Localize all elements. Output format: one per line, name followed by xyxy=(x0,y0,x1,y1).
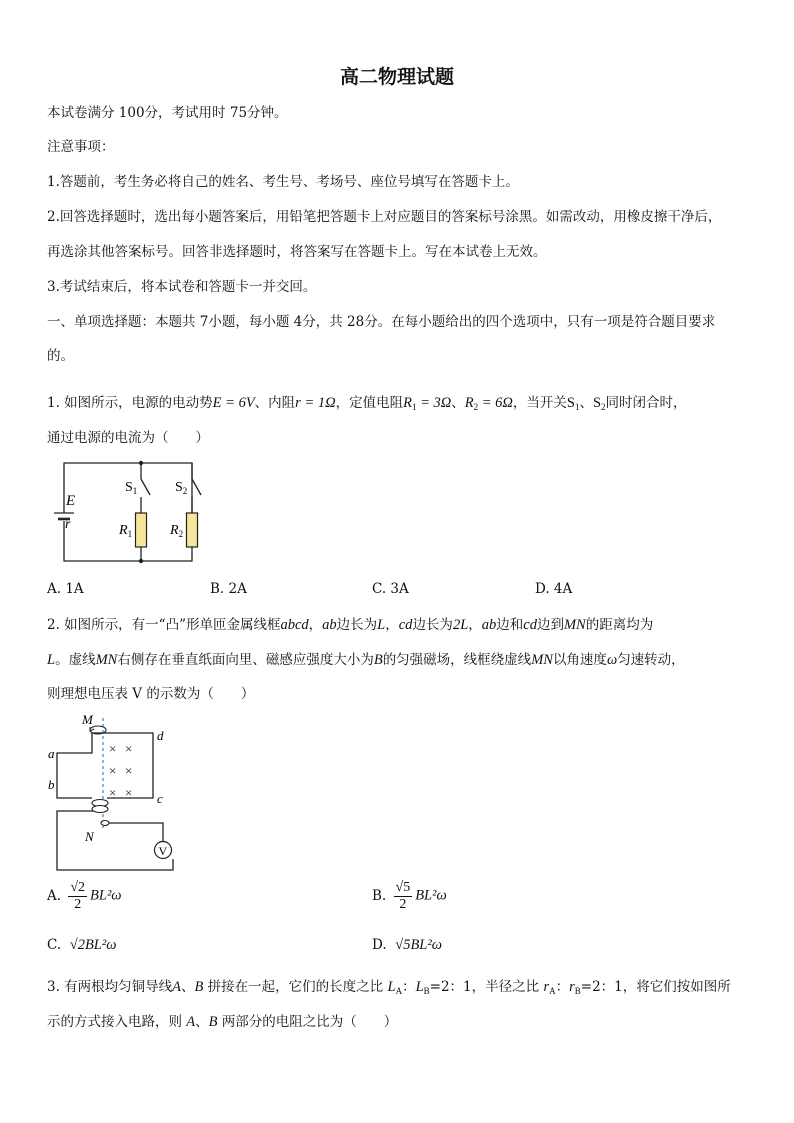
q3-text: 两部分的电阻之比为（ ） xyxy=(217,1014,398,1030)
q1-internal-resistance: r = 1Ω xyxy=(295,395,336,411)
q1-fig-label-r2 xyxy=(169,523,183,539)
q3-text: 3. 有两根均匀铜导线 xyxy=(47,979,173,995)
notice-item-1: 1.答题前，考生务必将自己的姓名、考生号、考场号、座位号填写在答题卡上。 xyxy=(47,174,519,190)
q1-text: 、内阻 xyxy=(254,395,296,411)
notice-heading: 注意事项： xyxy=(47,139,115,155)
q2-text: ， xyxy=(468,617,482,633)
q3-text: =2：1，半径之比 xyxy=(429,979,544,995)
q2-side-cd: cd xyxy=(398,617,413,633)
expression: √2BL²ω xyxy=(69,937,117,953)
q3-wire-b: B xyxy=(208,1014,218,1030)
q2-text: 边和 xyxy=(496,617,524,633)
q1-text: 、 xyxy=(451,395,465,411)
symbol: r xyxy=(569,979,575,995)
denominator: 2 xyxy=(399,897,407,913)
q1-stem-line2: 通过电源的电流为（ ） xyxy=(47,430,209,446)
q2-stem-line3: 则理想电压表 V 的示数为（ ） xyxy=(47,686,255,702)
q2-text: 以角速度 xyxy=(552,652,607,668)
symbol: R xyxy=(403,395,412,411)
q1-emf: E = 6V xyxy=(212,395,255,411)
notice-item-2-line2: 再选涂其他答案标号。回答非选择题时，将答案写在答题卡上。写在本试卷上无效。 xyxy=(47,244,547,260)
option-label: C. xyxy=(47,937,62,953)
subscript: 2 xyxy=(473,402,479,412)
q2-text: 。虚线 xyxy=(55,652,96,668)
fraction xyxy=(394,880,413,913)
subscript: 1 xyxy=(127,529,133,539)
q2-text: 的匀强磁场，线框绕虚线 xyxy=(382,652,532,668)
symbol: L xyxy=(387,979,396,995)
q2-fig-label-m: M xyxy=(82,712,93,727)
q1-circuit-diagram xyxy=(40,455,210,570)
subscript: A xyxy=(549,986,556,996)
symbol: R xyxy=(170,523,179,538)
q1-text: 、 xyxy=(579,395,593,411)
q3-length-a xyxy=(387,979,402,995)
q1-option-c: C. 3A xyxy=(372,581,409,597)
q2-text: ， xyxy=(385,617,399,633)
q2-text: 右侧存在垂直纸面向里、磁感应强度大小为 xyxy=(117,652,374,668)
q3-wire-b: B xyxy=(194,979,204,995)
expression: BL²ω xyxy=(415,887,447,904)
field-cross-icon: × xyxy=(125,763,133,778)
q2-option-b xyxy=(372,880,447,913)
q2-text: 匀速转动， xyxy=(617,652,685,668)
symbol: S xyxy=(125,480,133,495)
value: = 3Ω xyxy=(416,395,452,411)
q2-option-c xyxy=(47,938,116,953)
symbol: R xyxy=(119,523,128,538)
q2-length-l: L xyxy=(47,652,56,668)
symbol: L xyxy=(415,979,424,995)
q1-fig-label-s2 xyxy=(175,480,187,496)
q3-text: ： xyxy=(402,979,416,995)
subscript: 1 xyxy=(574,402,580,412)
q1-fig-label-s1 xyxy=(125,480,137,496)
field-cross-icon: × xyxy=(125,785,133,800)
q2-text: 边长为 xyxy=(336,617,378,633)
q2-stem-line2 xyxy=(47,653,685,668)
q2-fig-label-n: N xyxy=(85,829,94,844)
q3-wire-a: A xyxy=(186,1014,196,1030)
q2-option-a xyxy=(47,880,122,913)
q1-stem-line1 xyxy=(47,396,687,412)
q3-stem-line2 xyxy=(47,1015,397,1030)
q2-stem-line1 xyxy=(47,618,653,633)
q2-side-ab: ab xyxy=(322,617,337,633)
q1-s1 xyxy=(567,395,580,411)
q3-text: 拼接在一起，它们的长度之比 xyxy=(203,979,388,995)
q2-omega: ω xyxy=(606,652,618,668)
subscript: 2 xyxy=(601,402,606,412)
q1-text: 1. 如图所示，电源的电动势 xyxy=(47,395,213,411)
q3-length-b xyxy=(416,979,430,995)
q3-stem-line1 xyxy=(47,980,731,996)
subscript: 1 xyxy=(132,486,138,496)
q2-text: 的距离均为 xyxy=(585,617,654,633)
exam-intro: 本试卷满分 100分，考试用时 75分钟。 xyxy=(47,105,288,121)
q1-text: ，当开关 xyxy=(512,395,567,411)
q1-r2 xyxy=(465,395,513,411)
q3-text: 、 xyxy=(195,1014,209,1030)
subscript: A xyxy=(395,986,403,996)
q1-resistor-r2 xyxy=(187,513,198,547)
section-heading-line1: 一、单项选择题：本题共 7小题，每小题 4分，共 28分。在每小题给出的四个选项中，只有一项是符合题目要求 xyxy=(47,314,716,330)
symbol: r xyxy=(543,979,550,995)
q1-fig-label-r1 xyxy=(118,523,132,539)
q2-text: 边到 xyxy=(536,617,564,633)
subscript: B xyxy=(574,986,581,996)
subscript: 2 xyxy=(178,529,184,539)
numerator: √2 xyxy=(68,880,87,897)
q3-text: =2：1，将它们按如图所 xyxy=(580,979,731,995)
q2-fig-label-c: c xyxy=(157,791,163,806)
q2-fig-label-d: d xyxy=(157,728,164,743)
option-label: B. xyxy=(372,887,387,904)
q3-text: ： xyxy=(555,979,570,995)
notice-item-2-line1: 2.回答选择题时，选出每小题答案后，用铅笔把答题卡上对应题目的答案标号涂黑。如需改动，用橡皮擦干净后， xyxy=(47,209,722,225)
symbol: S xyxy=(175,480,183,495)
numerator: √5 xyxy=(394,880,413,897)
q1-s2 xyxy=(593,395,606,411)
q2-fig-label-a: a xyxy=(48,746,55,761)
q3-radius-a xyxy=(543,979,555,995)
q3-wire-a: A xyxy=(172,979,182,995)
symbol: S xyxy=(592,395,602,411)
subscript: 1 xyxy=(411,402,417,412)
q2-option-d xyxy=(372,938,442,953)
q2-fig-label-v: V xyxy=(158,844,168,858)
q2-field-b: B xyxy=(373,652,383,668)
q1-option-a: A. 1A xyxy=(47,581,84,597)
symbol: S xyxy=(566,395,575,411)
q2-text: 2. 如图所示，有一“凸”形单匝金属线框 xyxy=(47,617,281,633)
field-cross-icon: × xyxy=(109,785,117,800)
value: = 6Ω xyxy=(478,395,513,411)
subscript: 2 xyxy=(182,486,188,496)
q2-length-l: L xyxy=(377,617,386,633)
q1-option-d: D. 4A xyxy=(535,581,573,597)
q2-text: ， xyxy=(308,617,323,633)
field-cross-icon: × xyxy=(125,741,133,756)
notice-item-3: 3.考试结束后，将本试卷和答题卡一并交回。 xyxy=(47,279,317,295)
q2-axis-mn: MN xyxy=(95,652,118,668)
section-heading-line2: 的。 xyxy=(47,348,74,364)
option-label: D. xyxy=(372,937,387,953)
expression: BL²ω xyxy=(90,887,122,904)
symbol: R xyxy=(464,395,474,411)
q3-radius-b xyxy=(569,979,581,995)
denominator: 2 xyxy=(74,897,82,913)
subscript: B xyxy=(423,986,430,996)
q2-side-cd: cd xyxy=(523,617,537,633)
q1-fig-label-r: r xyxy=(65,517,71,532)
q2-text: 边长为 xyxy=(412,617,453,633)
q2-length-2l: 2L xyxy=(452,617,469,633)
q3-text: 、 xyxy=(181,979,195,995)
page-title: 高二物理试题 xyxy=(339,66,454,88)
q1-text: 同时闭合时， xyxy=(605,395,687,411)
q2-axis-mn: MN xyxy=(563,617,586,633)
q1-text: ，定值电阻 xyxy=(335,395,404,411)
q2-rotating-frame-diagram xyxy=(45,710,185,872)
q1-option-b: B. 2A xyxy=(210,581,247,597)
field-cross-icon: × xyxy=(109,741,117,756)
q1-fig-label-e: E xyxy=(66,493,76,509)
q2-fig-label-b: b xyxy=(48,777,55,792)
q2-axis-mn: MN xyxy=(531,652,553,668)
q1-r1 xyxy=(403,395,451,411)
field-cross-icon: × xyxy=(109,763,117,778)
option-label: A. xyxy=(47,887,62,904)
q1-resistor-r1 xyxy=(136,513,147,547)
q2-frame-name: abcd xyxy=(280,617,309,633)
expression: √5BL²ω xyxy=(395,937,442,953)
q2-side-ab: ab xyxy=(481,617,497,633)
q3-text: 示的方式接入电路，则 xyxy=(47,1014,187,1030)
fraction xyxy=(68,880,87,913)
